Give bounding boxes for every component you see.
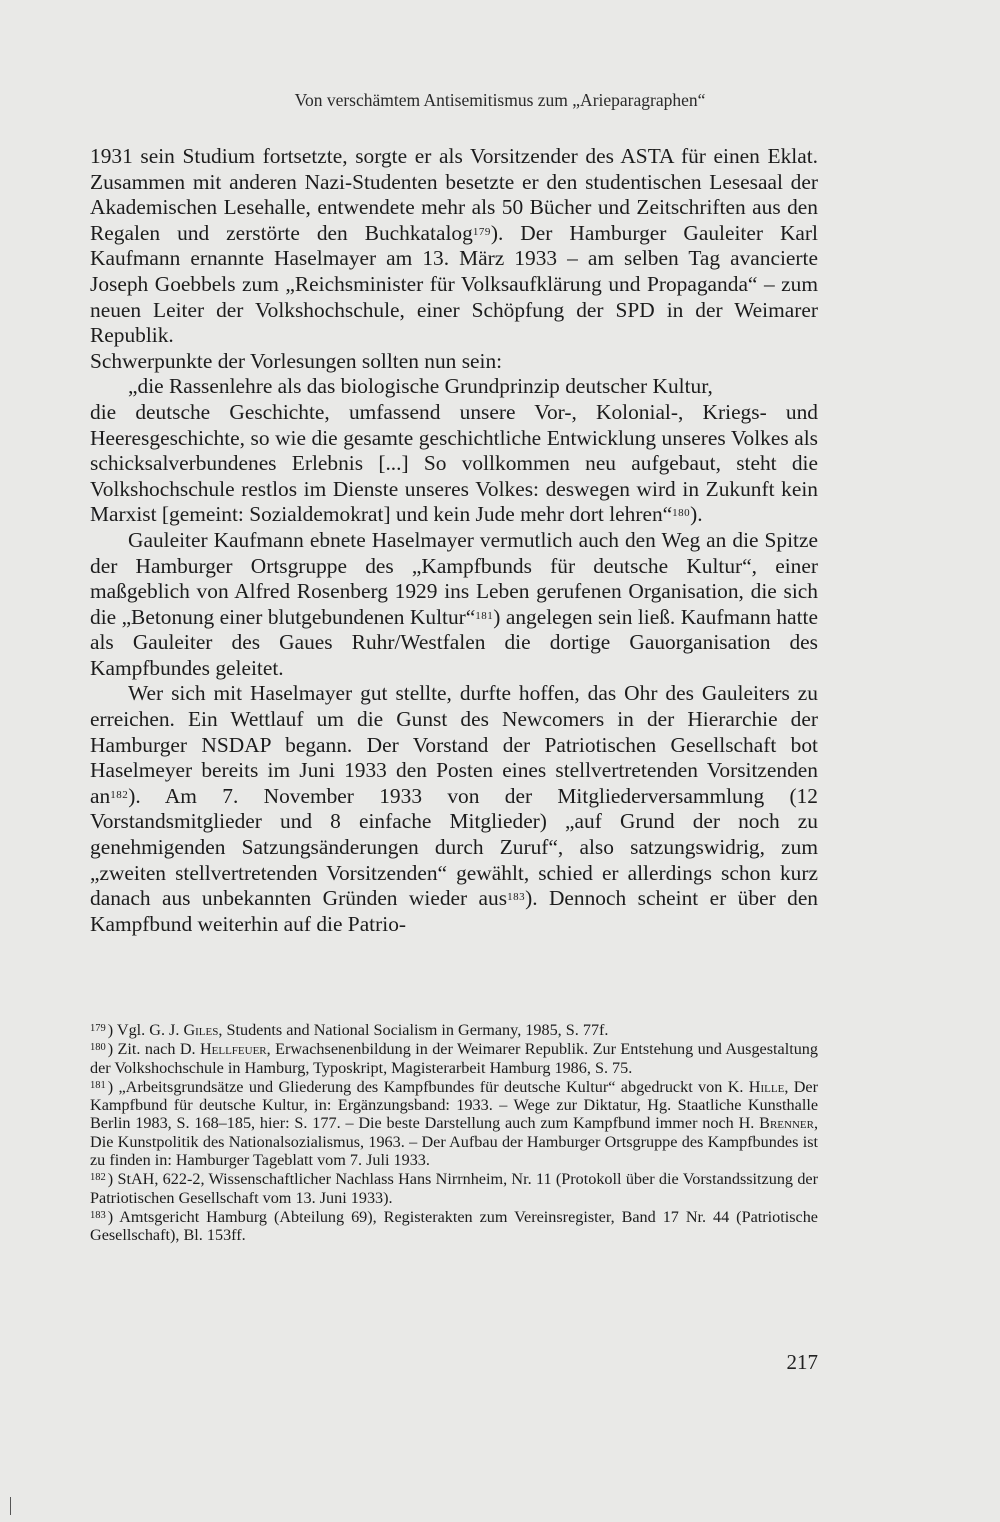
footnote-ref: 183 (507, 891, 526, 904)
block-quote: die deutsche Geschichte, umfassend unsere Vor-, Kolonial-, Kriegs- und Heeresgeschichte, so wie die gesamte geschichtliche Entwicklung unseres Volkes als schicksalverbundenes Erlebnis [...] So vollkommen neu aufgebaut, steht die Volkshochschule restlos im Dienste unseres Volkes: deswegen wird in Zukunft kein Marxist [gemeint: Sozialdemokrat] und kein Jude mehr dort lehren“$^{180}$). (90, 399, 818, 527)
footnotes (90, 1021, 818, 1246)
footnote-181: $^{181}$ ) „Arbeitsgrundsätze und Gliederung des Kampfbundes für deutsche Kultur“ abgedruckt von K. Hille, Der Kampfbund für deutsche Kultur, in: Ergänzungsband: 1933. – Wege zur Diktatur, Hg. Staatliche Kunsthalle Berlin 1983, S. 168–185, hier: S. 177. – Die beste Darstellung auch zum Kampfbund immer noch H. Brenner, Die Kunstpolitik des Nationalsozialismus, 1963. – Der Aufbau der Hamburger Ortsgruppe des Kampfbundes ist zu finden in: Hamburger Tageblatt vom 7. Juli 1933. (90, 1077, 818, 1170)
footnote-ref: 180 (672, 507, 691, 520)
paragraph: Wer sich mit Haselmayer gut stellte, durfte hoffen, das Ohr des Gauleiters zu erreichen. Ein Wettlauf um die Gunst des Newcomers in der Hierarchie der Hamburger NSDAP begann. Der Vorstand der Patriotischen Gesellschaft bot Haselmeyer bereits im Juni 1933 den Posten eines stellvertretenden Vorsitzenden an$^{182}$). Am 7. November 1933 von der Mitgliederversammlung (12 Vorstandsmitglieder und 8 einfache Mitglieder) „auf Grund der noch zu genehmigenden Satzungsänderungen durch Zuruf“, also satzungswidrig, zum „zweiten stellvertretenden Vorsitzenden“ gewählt, schied er allerdings schon kurz danach aus unbekannten Gründen wieder aus$^{183}$). Dennoch scheint er über den Kampfbund weiterhin auf die Patrio- (90, 681, 819, 936)
running-header: Von verschämtem Antisemitismus zum „Arieparagraphen“ (294, 90, 706, 110)
main-text (90, 144, 818, 937)
footnote-ref: 182 (110, 788, 129, 801)
paragraph: 1931 sein Studium fortsetzte, sorgte er als Vorsitzender des ASTA für einen Eklat. Zusammen mit anderen Nazi-Studenten besetzte er den studentischen Lesesaal der Akademischen Lesehalle, entwendete mehr als 50 Bücher und Zeitschriften aus den Regalen und zerstörte den Buchkatalog$^{179}$). Der Hamburger Gauleiter Karl Kaufmann ernannte Haselmayer am 13. März 1933 – am selben Tag avancierte Joseph Goebbels zum „Reichsminister für Volksaufklärung und Propaganda“ – zum neuen Leiter der Volkshochschule, einer Schöpfung der SPD in der Weimarer Republik. (90, 144, 818, 348)
footnote-ref: 181 (475, 609, 494, 622)
footnote-183: $^{183}$ ) Amtsgericht Hamburg (Abteilung 69), Registerakten zum Vereinsregister, Band 17 Nr. 44 (Patriotische Gesellschaft), Bl. 153ff. (90, 1207, 818, 1245)
footnote-180: $^{180}$ ) Zit. nach D. Hellfeuer, Erwachsenenbildung in der Weimarer Republik. Zur Entstehung und Ausgestaltung der Volkshochschule in Hamburg, Typoskript, Magisterarbeit Hamburg 1986, S. 75. (90, 1040, 818, 1077)
paragraph: Gauleiter Kaufmann ebnete Haselmayer vermutlich auch den Weg an die Spitze der Hamburger Ortsgruppe des „Kampfbunds für deutsche Kultur“, einer maßgeblich von Alfred Rosenberg 1929 ins Leben gerufenen Organisation, die sich die „Betonung einer blutgebundenen Kultur“$^{181}$) angelegen sein ließ. Kaufmann hatte als Gauleiter des Gaues Ruhr/Westfalen die dortige Gauorganisation des Kampfbundes geleitet. (90, 527, 818, 680)
block-quote-first-line: „die Rassenlehre als das biologische Grundprinzip deutscher Kultur, (128, 374, 713, 399)
scan-edge-mark (10, 1497, 11, 1515)
footnote-182: $^{182}$ ) StAH, 622-2, Wissenschaftlicher Nachlass Hans Nirrnheim, Nr. 11 (Protokoll über die Vorstandssitzung der Patriotischen Gesellschaft vom 13. Juni 1933). (90, 1170, 818, 1207)
footnote-179: $^{179}$ ) Vgl. G. J. Giles, Students and National Socialism in Germany, 1985, S. 77f. (90, 1021, 609, 1039)
paragraph: Schwerpunkte der Vorlesungen sollten nun sein: (90, 348, 503, 373)
page-number: 217 (786, 1350, 818, 1374)
footnote-ref: 179 (472, 225, 491, 238)
